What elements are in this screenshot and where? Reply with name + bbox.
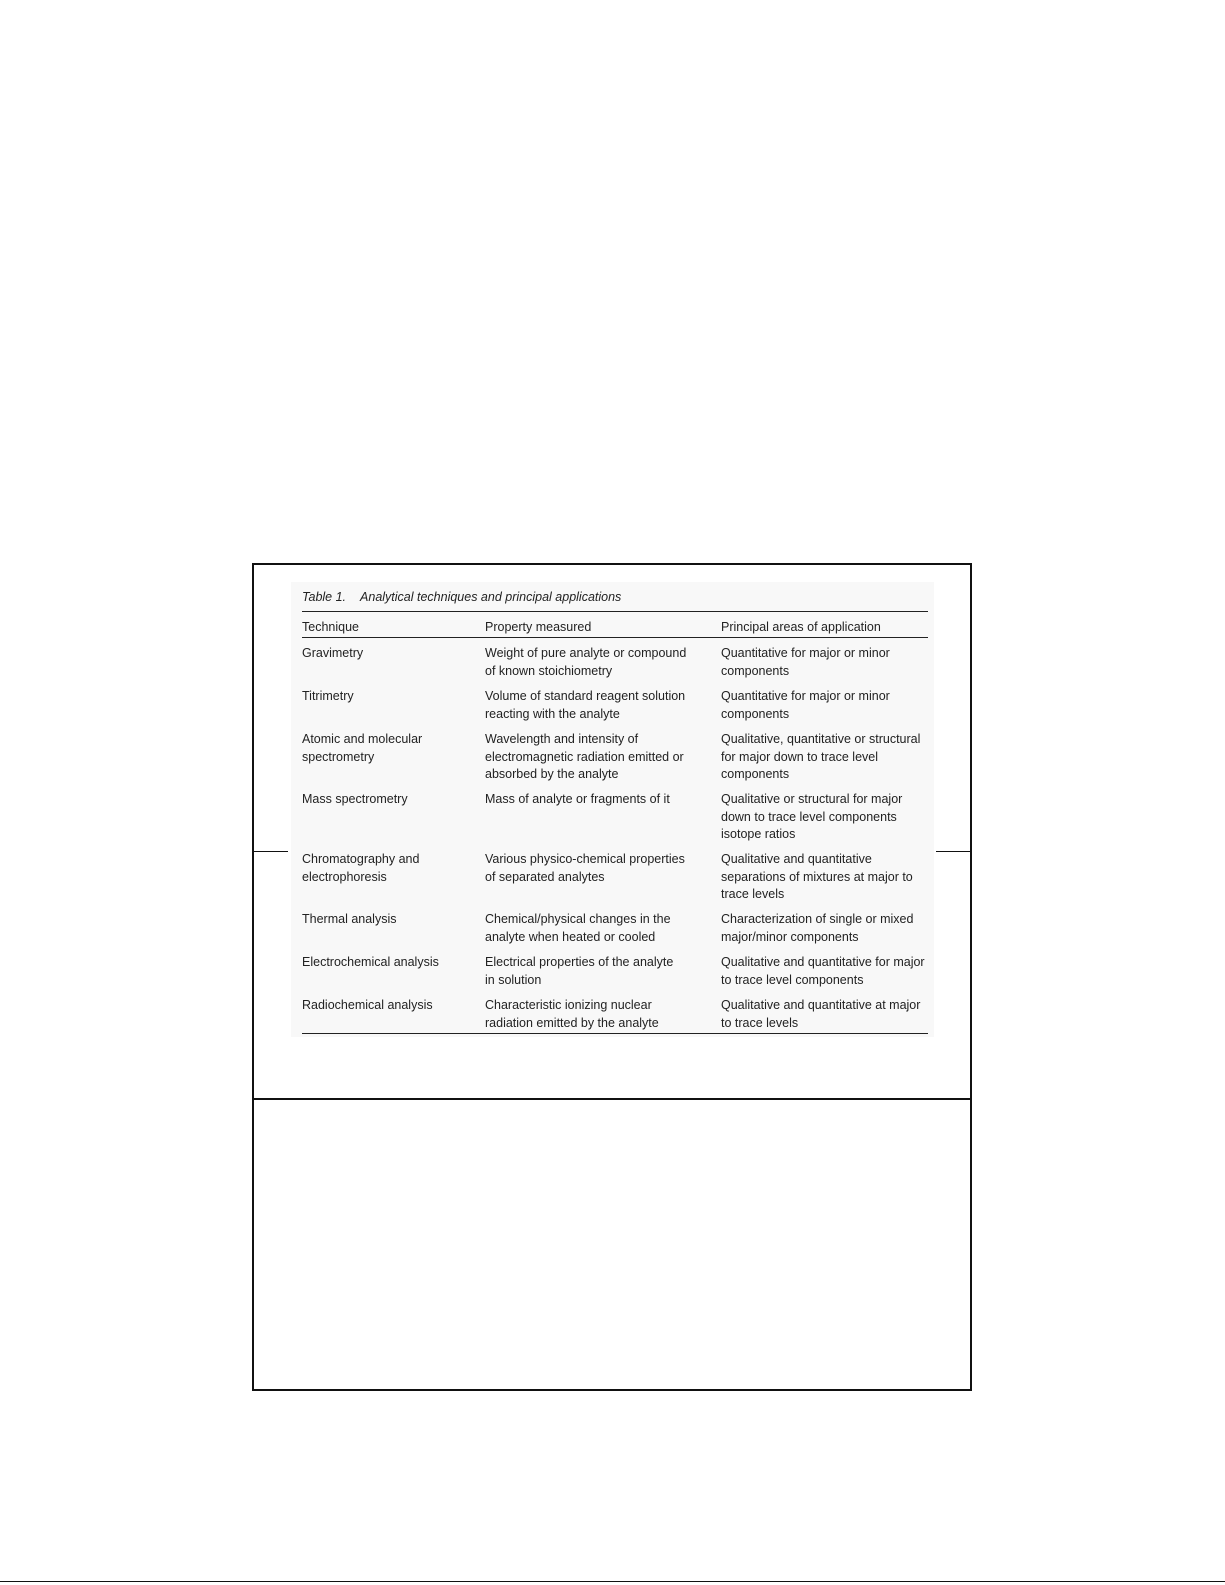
row-gravimetry-application: Quantitative for major or minor components <box>721 646 890 678</box>
row-radiochemical-application: Qualitative and quantitative at major to trace levels <box>721 998 921 1030</box>
left-margin-tick <box>254 851 288 852</box>
notes-frame-bottom <box>252 1099 972 1391</box>
row-spectrometry-application: Qualitative, quantitative or structural for major down to trace level components <box>721 732 921 781</box>
row-radiochemical-property: Characteristic ionizing nuclear radiation emitted by the analyte <box>485 998 659 1030</box>
row-chromatography-application: Qualitative and quantitative separations of mixtures at major to trace levels <box>721 852 913 901</box>
row-chromatography-property: Various physico-chemical properties of separated analytes <box>485 852 685 884</box>
table-top-rule <box>302 611 928 612</box>
row-electrochemical-property: Electrical properties of the analyte in solution <box>485 955 674 987</box>
page-bottom-rule <box>0 1581 1225 1582</box>
row-thermal-application: Characterization of single or mixed major/minor components <box>721 912 914 944</box>
row-gravimetry-property: Weight of pure analyte or compound of known stoichiometry <box>485 646 687 678</box>
row-thermal-property: Chemical/physical changes in the analyte when heated or cooled <box>485 912 671 944</box>
right-margin-tick <box>936 851 970 852</box>
row-mass-spectrometry-property: Mass of analyte or fragments of it <box>485 792 670 806</box>
row-electrochemical-technique: Electrochemical analysis <box>302 955 439 969</box>
row-chromatography-technique: Chromatography and electrophoresis <box>302 852 420 884</box>
table-caption-title: Analytical techniques and principal applications <box>360 590 622 604</box>
table-header-rule <box>302 637 928 638</box>
header-technique: Technique <box>302 620 359 634</box>
row-thermal-technique: Thermal analysis <box>302 912 397 926</box>
row-mass-spectrometry-application: Qualitative or structural for major down to trace level components isotope ratios <box>721 792 903 841</box>
row-gravimetry-technique: Gravimetry <box>302 646 364 660</box>
header-property-measured: Property measured <box>485 620 592 634</box>
row-spectrometry-technique: Atomic and molecular spectrometry <box>302 732 423 764</box>
row-titrimetry-property: Volume of standard reagent solution reacting with the analyte <box>485 689 686 721</box>
row-titrimetry-technique: Titrimetry <box>302 689 354 703</box>
header-principal-areas: Principal areas of application <box>721 620 881 634</box>
row-electrochemical-application: Qualitative and quantitative for major to trace level components <box>721 955 925 987</box>
table-caption-number: Table 1. <box>302 590 347 604</box>
row-radiochemical-technique: Radiochemical analysis <box>302 998 433 1012</box>
table-bottom-rule <box>302 1033 928 1034</box>
table-caption <box>302 590 621 604</box>
row-mass-spectrometry-technique: Mass spectrometry <box>302 792 408 806</box>
row-spectrometry-property: Wavelength and intensity of electromagnetic radiation emitted or absorbed by the analyte <box>485 732 684 781</box>
row-titrimetry-application: Quantitative for major or minor components <box>721 689 890 721</box>
